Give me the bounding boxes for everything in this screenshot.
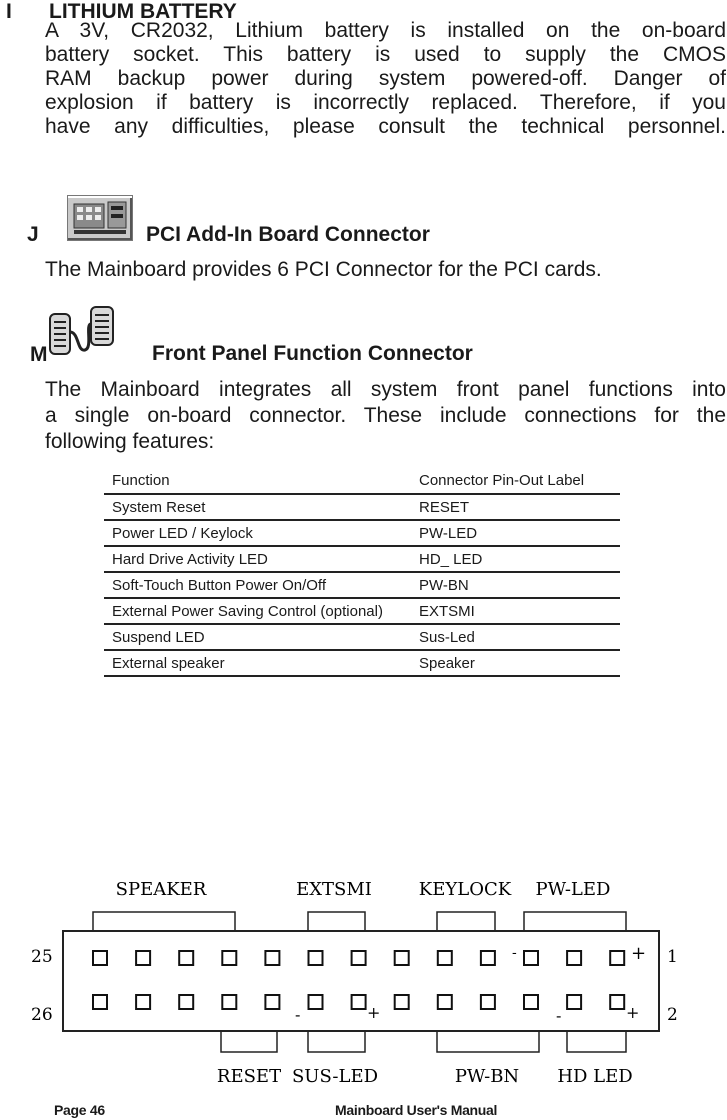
connector-pin <box>179 951 193 965</box>
section-j-body: The Mainboard provides 6 PCI Connector for the PCI cards. <box>45 258 602 281</box>
connector-pin <box>438 995 452 1009</box>
table-cell: Suspend LED <box>104 624 411 650</box>
connector-pin <box>265 995 279 1009</box>
pw-led-minus-sign: - <box>512 945 517 961</box>
connector-pin <box>352 951 366 965</box>
table-cell: EXTSMI <box>411 598 620 624</box>
connector-pin <box>567 995 581 1009</box>
pin-number-26: 26 <box>31 1005 53 1025</box>
connector-housing <box>63 931 659 1031</box>
pin-number-25: 25 <box>31 947 53 967</box>
connector-pin <box>395 995 409 1009</box>
connector-pin <box>309 951 323 965</box>
table-row <box>104 624 620 650</box>
table-cell: PW-BN <box>411 572 620 598</box>
diagram-label-extsmi: EXTSMI <box>296 879 372 900</box>
connector-pin <box>481 951 495 965</box>
diagram-label-sus-led: SUS-LED <box>291 1066 379 1087</box>
table-cell: Hard Drive Activity LED <box>104 546 411 572</box>
connector-pin <box>610 951 624 965</box>
table-cell: Speaker <box>411 650 620 676</box>
table-row <box>104 520 620 546</box>
section-i-line: explosion if battery is incorrectly replaced. Therefore, if you <box>45 91 726 114</box>
section-i-line: RAM backup power during system powered-off. Danger of <box>45 67 726 90</box>
table-cell: RESET <box>411 494 620 520</box>
table-header-cell: Function <box>104 468 411 494</box>
connector-pin <box>136 995 150 1009</box>
table-cell: External speaker <box>104 650 411 676</box>
footer-manual-title: Mainboard User's Manual <box>335 1102 498 1118</box>
connector-pin <box>352 995 366 1009</box>
table-header-row <box>104 468 620 494</box>
table-cell: HD_ LED <box>411 546 620 572</box>
connector-pin <box>309 995 323 1009</box>
pin-number-2: 2 <box>667 1005 678 1025</box>
table-row <box>104 546 620 572</box>
table-cell: PW-LED <box>411 520 620 546</box>
section-m-line: following features: <box>45 430 215 453</box>
sus-led-plus-sign: + <box>367 1003 381 1022</box>
table-cell: System Reset <box>104 494 411 520</box>
front-panel-function-table <box>104 468 620 677</box>
front-panel-connector-diagram <box>25 870 705 1090</box>
section-i-line: have any difficulties, please consult the technical personnel. <box>45 115 726 138</box>
connector-pin <box>610 995 624 1009</box>
section-m-line: The Mainboard integrates all system front panel functions into <box>45 378 726 401</box>
diagram-label-pw-bn: PW-BN <box>454 1066 520 1087</box>
connector-pin <box>395 951 409 965</box>
section-m-letter: M <box>30 343 48 366</box>
section-j-title: PCI Add-In Board Connector <box>146 223 430 246</box>
connector-pins <box>93 951 624 1009</box>
table-row <box>104 598 620 624</box>
table-cell: Sus-Led <box>411 624 620 650</box>
section-m-line: a single on-board connector. These include connections for the <box>45 404 726 427</box>
section-m-paragraph <box>45 377 726 455</box>
front-panel-connector-icon <box>47 302 117 360</box>
section-i-title: LITHIUM BATTERY <box>49 0 237 23</box>
connector-pin <box>93 951 107 965</box>
hd-led-plus-sign: + <box>626 1003 640 1022</box>
footer-page-number: Page 46 <box>54 1102 105 1118</box>
table-header-cell: Connector Pin-Out Label <box>411 468 620 494</box>
connector-pin <box>136 951 150 965</box>
diagram-label-reset: RESET <box>216 1066 282 1087</box>
connector-pin <box>222 951 236 965</box>
table-cell: Power LED / Keylock <box>104 520 411 546</box>
hd-led-minus-sign: - <box>556 1006 562 1025</box>
connector-pin <box>265 951 279 965</box>
connector-pin <box>222 995 236 1009</box>
diagram-label-hd-led: HD LED <box>557 1066 633 1087</box>
pci-board-icon <box>67 195 133 241</box>
diagram-label-pw-led: PW-LED <box>535 879 611 900</box>
section-i-line: battery socket. This battery is used to supply the CMOS <box>45 43 726 66</box>
section-m-title: Front Panel Function Connector <box>152 342 473 365</box>
connector-pin <box>179 995 193 1009</box>
table-row <box>104 650 620 676</box>
connector-pin <box>524 995 538 1009</box>
pin-number-1: 1 <box>667 947 678 967</box>
connector-pin <box>567 951 581 965</box>
sus-led-minus-sign: - <box>295 1005 301 1024</box>
table-row <box>104 494 620 520</box>
table-row <box>104 572 620 598</box>
connector-pin <box>93 995 107 1009</box>
table-cell: Soft-Touch Button Power On/Off <box>104 572 411 598</box>
section-i-paragraph <box>45 19 726 139</box>
section-i-line: A 3V, CR2032, Lithium battery is installed on the on-board <box>45 19 726 42</box>
diagram-label-keylock: KEYLOCK <box>418 879 512 900</box>
pw-led-plus-sign: + <box>631 943 647 964</box>
connector-pin <box>481 995 495 1009</box>
connector-pin <box>438 951 452 965</box>
section-j-letter: J <box>27 223 39 246</box>
table-cell: External Power Saving Control (optional) <box>104 598 411 624</box>
section-i-letter: I <box>6 0 12 23</box>
connector-pin <box>524 951 538 965</box>
diagram-label-speaker: SPEAKER <box>115 879 207 900</box>
